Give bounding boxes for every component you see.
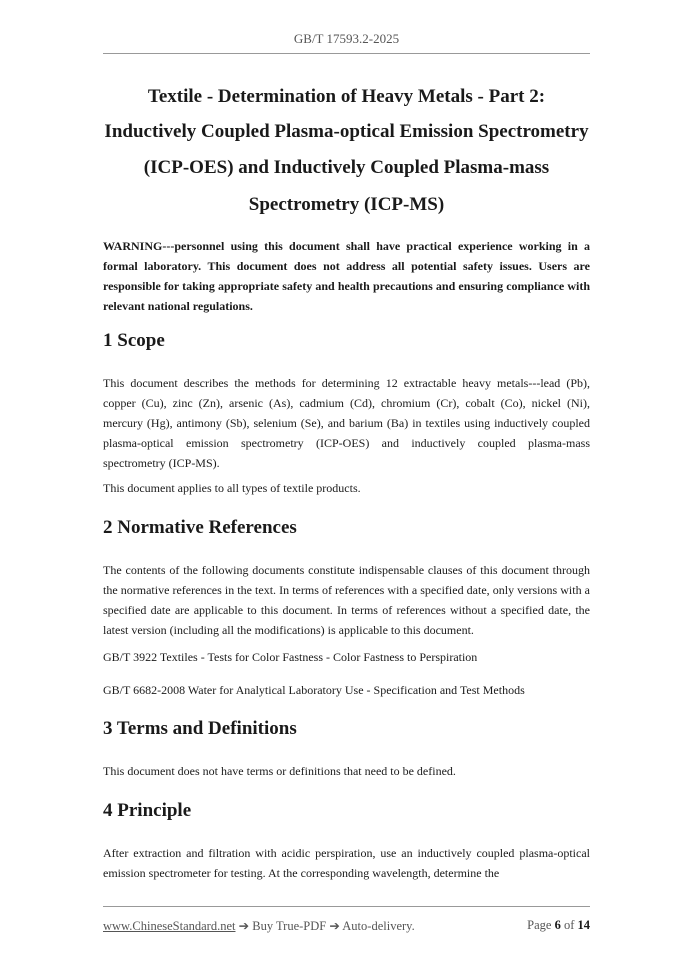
- document-title-line-1: Textile - Determination of Heavy Metals - Part 2:: [147, 86, 546, 107]
- section-heading-scope: 1 Scope: [103, 330, 165, 351]
- safety-warning: WARNING---personnel using this document shall have practical experience working in a formal laboratory. This document does not address all potential safety issues. Users are responsible for taking appropriate safety and health precautions and ensuring compliance with relevant national regulations.: [103, 239, 590, 313]
- document-title-line-4: Spectrometry (ICP-MS): [248, 194, 445, 215]
- terms-paragraph: This document does not have terms or definitions that need to be defined.: [103, 764, 456, 778]
- site-link[interactable]: www.ChineseStandard.net: [103, 919, 236, 933]
- document-title-line-3: (ICP-OES) and Inductively Coupled Plasma-mass: [143, 157, 550, 178]
- page-number: 6: [554, 918, 561, 932]
- section-heading-terms: 3 Terms and Definitions: [103, 718, 297, 739]
- normative-references-intro: The contents of the following documents constitute indispensable clauses of this document through the normative references in the text. In terms of references with a specified date, only versions with a specified date are applicable to this document. In terms of references without a specified date, the latest version (including all the modifications) is applicable to this document.: [103, 563, 590, 637]
- section-heading-principle: 4 Principle: [103, 800, 192, 821]
- running-header: GB/T 17593.2-2025: [293, 31, 400, 46]
- principle-paragraph: After extraction and filtration with acidic perspiration, use an inductively coupled plasma-optical emission spectrometer for testing. At the corresponding wavelength, determine the: [103, 846, 590, 880]
- of-label: of: [563, 918, 575, 932]
- scope-paragraph: This document describes the methods for determining 12 extractable heavy metals---lead (Pb), copper (Cu), zinc (Zn), arsenic (As), cadmium (Cd), chromium (Cr), cobalt (Co), nickel (Ni), mercury (Hg), antimony (Sb), selenium (Se), and barium (Ba) in textiles using inductively coupled plasma-optical emission spectrometry (ICP-OES) and inductively coupled plasma-mass spectrometry (ICP-MS).: [103, 376, 590, 470]
- arrow-icon: ➔: [238, 919, 250, 933]
- section-heading-normative-references: 2 Normative References: [103, 517, 297, 538]
- reference-item: GB/T 6682-2008 Water for Analytical Laboratory Use - Specification and Test Methods: [103, 683, 525, 697]
- page-label: Page: [527, 918, 552, 932]
- page-indicator: [527, 918, 590, 933]
- reference-item: GB/T 3922 Textiles - Tests for Color Fastness - Color Fastness to Perspiration: [103, 650, 478, 664]
- arrow-icon: ➔: [329, 919, 340, 933]
- total-pages: 14: [577, 918, 590, 932]
- scope-applicability: This document applies to all types of textile products.: [103, 481, 361, 495]
- document-title-line-2: Inductively Coupled Plasma-optical Emission Spectrometry: [104, 121, 589, 142]
- delivery-text: Auto-delivery.: [342, 919, 415, 933]
- footer-divider: [103, 906, 590, 907]
- buy-pdf-link[interactable]: Buy True-PDF: [252, 919, 327, 933]
- footer-promo: [103, 918, 415, 934]
- header-divider: [103, 53, 590, 54]
